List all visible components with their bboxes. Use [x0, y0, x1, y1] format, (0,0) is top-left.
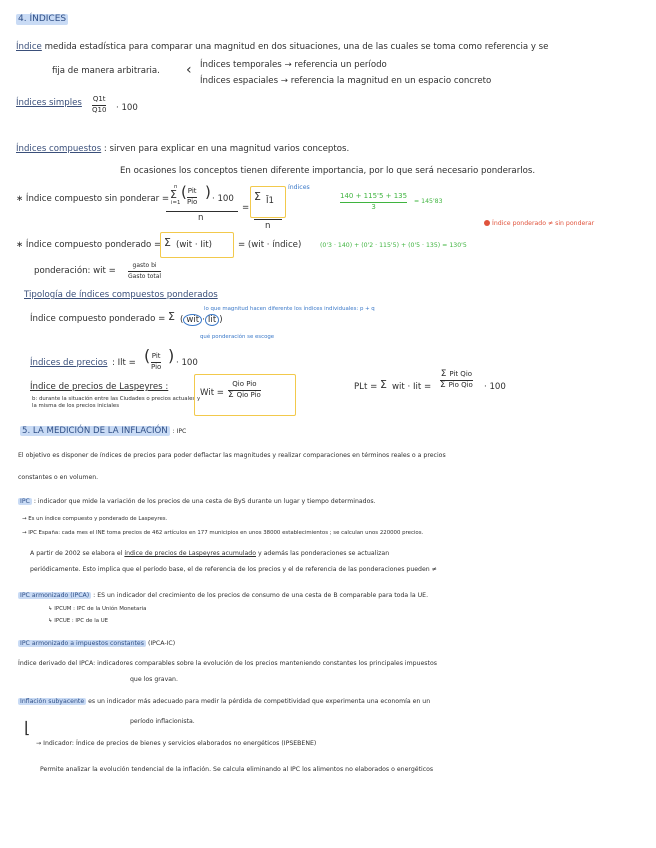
ipc-text: : indicador que mide la variación de los precios de una cesta de ByS durante un lugar y tiempo determinados.: [33, 498, 376, 505]
boxed-fraction-bar: [254, 219, 282, 220]
main-fraction-bar: [166, 211, 238, 212]
definition-line: [16, 42, 548, 53]
brace-bracket: ‹: [186, 62, 192, 78]
sum-symbol: Σ: [170, 188, 177, 201]
typology-heading: Tipología de índices compuestos ponderados: [24, 290, 218, 300]
simple-numerator: Q1t: [92, 95, 106, 103]
typology-label: Índice compuesto ponderado =: [30, 314, 166, 324]
ipca-definition: [18, 592, 428, 600]
plt-fraction: [440, 370, 473, 390]
wit-sum-symbol: Σ: [228, 390, 237, 400]
price-index-suffix: · 100: [176, 358, 198, 368]
compound-text: : sirven para explicar en una magnitud varios conceptos.: [103, 144, 350, 154]
section-5-heading-suffix: : IPC: [172, 428, 187, 435]
section-5-heading-line: [20, 426, 186, 437]
price-index-prefix: : Ilt =: [112, 358, 136, 368]
laspeyres-label: Índice de precios de Laspeyres :: [30, 382, 169, 392]
ipc-2002-text: A partir de 2002 se elabora el: [30, 550, 123, 557]
wit-bottom: Qio Pio: [236, 391, 261, 399]
unweighted-label: ∗ Índice compuesto sin ponderar =: [16, 194, 170, 204]
equals-sign: =: [242, 203, 250, 213]
price-index-fraction: [151, 352, 161, 372]
definition-term: Índice: [16, 42, 42, 52]
definition-text: medida estadística para comparar una magnitud en dos situaciones, una de las cuales se toma como referencia y se: [44, 42, 549, 52]
ipca-sub-2: ↳ IPCUE : IPC de la UE: [48, 618, 109, 624]
core-inflation-text: es un indicador más adecuado para medir la pérdida de competitividad que experimenta una economía en un: [88, 698, 431, 705]
objective-text: El objetivo es disponer de índices de precios para poder deflactar las magnitudes y realizar comparaciones en términos reales o a precios: [18, 452, 446, 459]
boxed-denominator: n: [265, 221, 271, 231]
ipcait-term: IPC armonizado a impuestos constantes: [20, 640, 144, 647]
weighting-top: gasto bi: [132, 262, 157, 269]
last-line: Permite analizar la evolución tendencial de la inflación. Se calcula eliminando al IPC los alimentos no elaborados o energéticos: [40, 766, 434, 773]
core-inflation-definition: [18, 698, 430, 706]
weighting-fraction: [128, 261, 161, 281]
ipc-2002-underlined: índice de precios de Laspeyres acumulado: [124, 550, 257, 557]
plt-middle: wit · Iit =: [392, 382, 432, 392]
ipca-sub-2-text: IPCUE : IPC de la UE: [54, 618, 109, 624]
wit-fraction: [228, 380, 261, 400]
ipcait-text: Índice derivado del IPCA: indicadores comparables sobre la evolución de los precios manteniendo constantes los principales impuestos: [18, 660, 437, 667]
simple-index-label: Índices simples: [16, 98, 82, 108]
section-5-heading: 5. LA MEDICIÓN DE LA INFLACIÓN: [22, 426, 168, 436]
laspeyres-note: b: durante la situación entre las Ciudades o precios actuales y la misma de los precios iniciales: [32, 396, 201, 409]
weighting-label: ponderación: wit =: [34, 266, 116, 276]
compound-label: Índices compuestos: [16, 144, 102, 154]
paren-open: (: [181, 183, 187, 201]
plt-bottom-wrap: [440, 381, 473, 390]
compound-definition: [16, 144, 349, 155]
sum-top: n: [174, 184, 178, 190]
ipc-sub-1: → Es un índice compuesto y ponderado de Laspeyres.: [22, 516, 168, 522]
typology-sum-symbol: Σ: [168, 310, 175, 323]
ipc-2002-line-2: periódicamente. Esto implica que el período base, el de referencia de los precios y el de referencia de las ponderaciones pueden ≠: [30, 566, 437, 573]
weighted-label: ∗ Índice compuesto ponderado =: [16, 240, 162, 250]
simple-index-suffix: · 100: [116, 103, 138, 113]
simple-denominator: Q10: [92, 106, 107, 114]
ipc-2002-line: [30, 550, 389, 558]
ipca-term: IPC armonizado (IPCA): [20, 592, 90, 599]
definition-text-2: fija de manera arbitraria.: [52, 66, 160, 76]
price-frac-top: Pit: [151, 352, 161, 360]
plt-top-wrap: [441, 370, 472, 379]
ipcait-definition: [18, 640, 175, 648]
typology-circled-w: wit: [183, 314, 202, 326]
typology-expression: ( wit · Iit ): [180, 315, 223, 325]
sum-bottom: i=1: [171, 200, 181, 206]
wit-bottom-wrap: [228, 391, 261, 400]
weighted-sum-symbol: Σ: [164, 236, 171, 249]
typology-circled-i: Iit: [205, 314, 219, 326]
green-calculation-2: (0'3 · 140) + (0'2 · 115'5) + (0'5 · 135) = 130'5: [320, 242, 467, 249]
unweighted-inner-fraction: [187, 187, 197, 207]
plt-bottom: Pio Qio: [448, 381, 473, 389]
price-paren-open: (: [144, 346, 151, 365]
green-calc-bottom: 3: [371, 203, 376, 211]
typology-note-top: lo que magnitud hacen diferente los índices individuales: p + q: [204, 306, 375, 312]
plt-top-sum-symbol: Σ: [440, 369, 450, 379]
objective-text-2: constantes o en volumen.: [18, 474, 99, 481]
price-frac-bottom: Pio: [151, 363, 162, 371]
ipcait-abbr: (IPCA-IC): [147, 640, 176, 647]
plt-label: PLt =: [354, 382, 378, 392]
ipc-definition: [18, 498, 376, 506]
price-paren-close: ): [168, 346, 175, 365]
plt-suffix: · 100: [484, 382, 506, 392]
ipc-2002-tail: y además las ponderaciones se actualizan: [257, 550, 390, 557]
ipc-term: IPC: [20, 498, 30, 505]
ipc-sub-2: → IPC España: cada mes el INE toma precios de 462 artículos en 177 municipios en unos 38000 establecimientos ; se calculan unos 220000 precios.: [22, 530, 424, 536]
unweighted-frac-top: Pit: [187, 187, 197, 195]
unweighted-denominator: n: [198, 213, 204, 223]
plt-bottom-sum-symbol: Σ: [440, 380, 449, 390]
simple-index-fraction: [92, 95, 106, 115]
boxed-index-note: índices: [288, 184, 310, 191]
red-note: Índice ponderado ≠ sin ponderar: [492, 220, 595, 227]
ipca-sub-1-text: IPCUM : IPC de la Unión Monetaria: [54, 606, 147, 612]
unweighted-x100: · 100: [212, 194, 234, 204]
green-calc-top: 140 + 115'5 + 135: [340, 192, 408, 200]
wit-top: Qio Pio: [232, 380, 257, 388]
weighted-alt: = (wit · índice): [238, 240, 302, 250]
branch-espaciales: Índices espaciales → referencia la magnitud en un espacio concreto: [200, 76, 492, 86]
compound-text-2: En ocasiones los conceptos tienen diferente importancia, por lo que será necesario ponderarlos.: [120, 166, 536, 176]
ipcait-text-2: que los gravan.: [130, 676, 178, 683]
price-index-label: Índices de precios: [30, 358, 108, 368]
green-calculation: [340, 192, 407, 212]
warning-dot-icon: [484, 220, 490, 226]
wit-label: Wit =: [200, 388, 224, 398]
paren-close: ): [205, 183, 211, 201]
plt-top: Pit Qio: [449, 370, 473, 378]
boxed-index-symbol: Ī1: [266, 196, 275, 206]
boxed-sum-symbol: Σ: [254, 190, 261, 203]
unweighted-frac-bottom: Pio: [187, 198, 198, 206]
ipca-text: : ES un indicador del crecimiento de los precios de consumo de una cesta de B comparable para toda la UE.: [93, 592, 429, 599]
branch-temporales: Índices temporales → referencia un período: [200, 60, 387, 70]
weighted-inner: (wit · Iit): [176, 240, 212, 250]
red-note-line: [484, 218, 594, 229]
core-inflation-text-2: período inflacionista.: [130, 718, 195, 725]
weighting-bottom: Gasto total: [128, 273, 162, 280]
core-inflation-term: Inflación subyacente: [20, 698, 85, 705]
arrow-bracket: ⌊: [24, 718, 31, 737]
typology-note-bottom: qué ponderación se escoge: [200, 334, 275, 340]
section-4-heading: 4. ÍNDICES: [18, 14, 67, 24]
core-indicator: → Indicador: Índice de precios de bienes y servicios elaborados no energéticos (IPSEBENE): [36, 740, 317, 747]
plt-sum-symbol: Σ: [380, 378, 387, 391]
green-calc-result: = 145'83: [414, 198, 443, 205]
ipca-sub-1: ↳ IPCUM : IPC de la Unión Monetaria: [48, 606, 147, 612]
